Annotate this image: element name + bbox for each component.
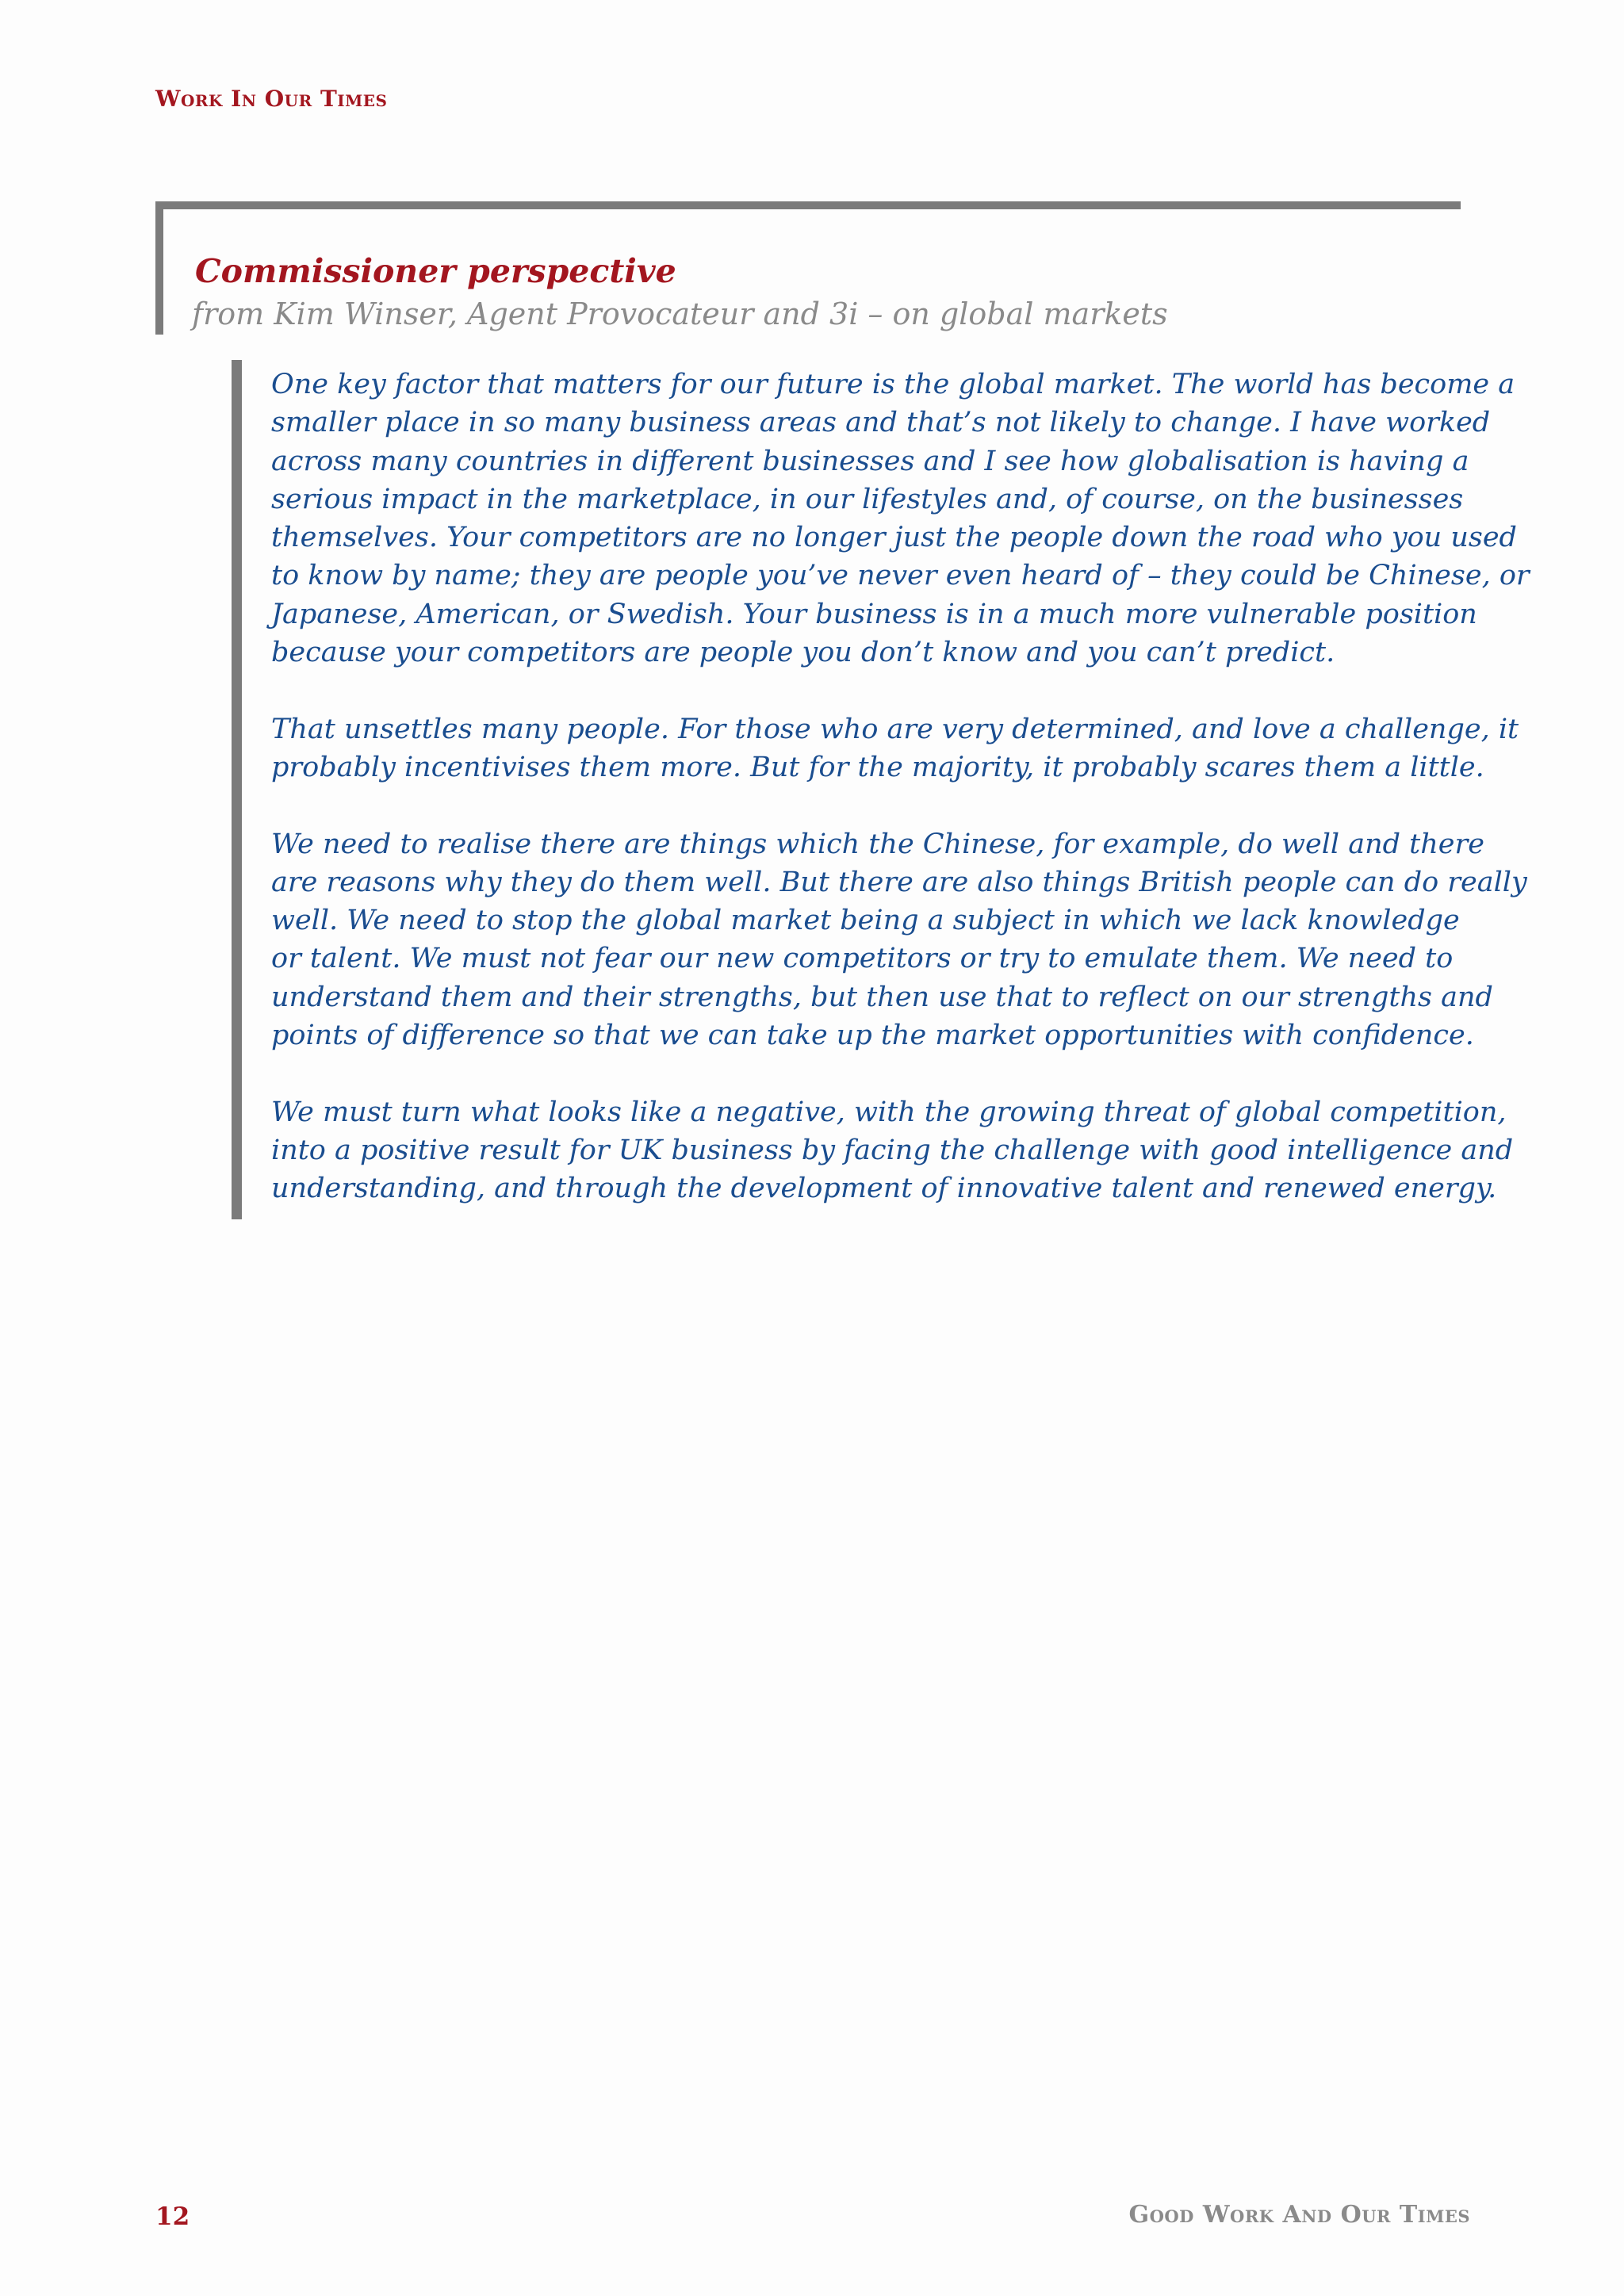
quote-line: to know by name; they are people you’ve never even heard of – they could be Chinese, or: [271, 560, 1530, 592]
quote-bar: [232, 360, 242, 1219]
quote-line: We must turn what looks like a negative, with the growing threat of global competition,: [271, 1096, 1507, 1128]
quote-paragraph: [271, 1093, 1514, 1208]
quote-line: We need to realise there are things which the Chinese, for example, do well and there: [271, 828, 1484, 860]
quote-line: serious impact in the marketplace, in our lifestyles and, of course, on the businesses: [271, 483, 1464, 515]
quote-line: understand them and their strengths, but then use that to reflect on our strengths and: [271, 981, 1493, 1013]
quote-line: points of difference so that we can take up the market opportunities with confidence.: [271, 1020, 1474, 1052]
box-subtitle: from Kim Winser, Agent Provocateur and 3i – on global markets: [192, 297, 1168, 331]
quote-paragraph: [271, 825, 1527, 1055]
quote-line: probably incentivises them more. But for the majority, it probably scares them a little.: [271, 751, 1484, 783]
quote-line: are reasons why they do them well. But there are also things British people can do really: [271, 866, 1527, 898]
quote-line: into a positive result for UK business by facing the challenge with good intelligence and: [271, 1134, 1514, 1166]
quote-body: [271, 365, 1530, 1246]
box-frame-left-rule: [155, 201, 163, 335]
box-frame-top-rule: [155, 201, 1461, 209]
page-number: 12: [155, 2202, 190, 2231]
running-footer: Good Work And Our Times: [1128, 2201, 1470, 2229]
quote-line: themselves. Your competitors are no longer just the people down the road who you used: [271, 522, 1517, 554]
quote-line: smaller place in so many business areas and that’s not likely to change. I have worked: [271, 407, 1491, 439]
running-header: Work In Our Times: [155, 86, 388, 112]
quote-line: across many countries in different businesses and I see how globalisation is having a: [271, 445, 1469, 477]
quote-line: understanding, and through the development of innovative talent and renewed energy.: [271, 1173, 1497, 1205]
box-title: Commissioner perspective: [195, 252, 676, 290]
quote-paragraph: [271, 710, 1519, 787]
quote-paragraph: [271, 365, 1530, 672]
quote-line: well. We need to stop the global market being a subject in which we lack knowledge: [271, 905, 1460, 937]
quote-line: That unsettles many people. For those who are very determined, and love a challenge, it: [271, 713, 1519, 745]
quote-line: or talent. We must not fear our new competitors or try to emulate them. We need to: [271, 943, 1454, 975]
quote-line: Japanese, American, or Swedish. Your business is in a much more vulnerable position: [271, 598, 1477, 630]
quote-line: because your competitors are people you don’t know and you can’t predict.: [271, 637, 1335, 669]
quote-line: One key factor that matters for our future is the global market. The world has become a: [271, 369, 1515, 400]
